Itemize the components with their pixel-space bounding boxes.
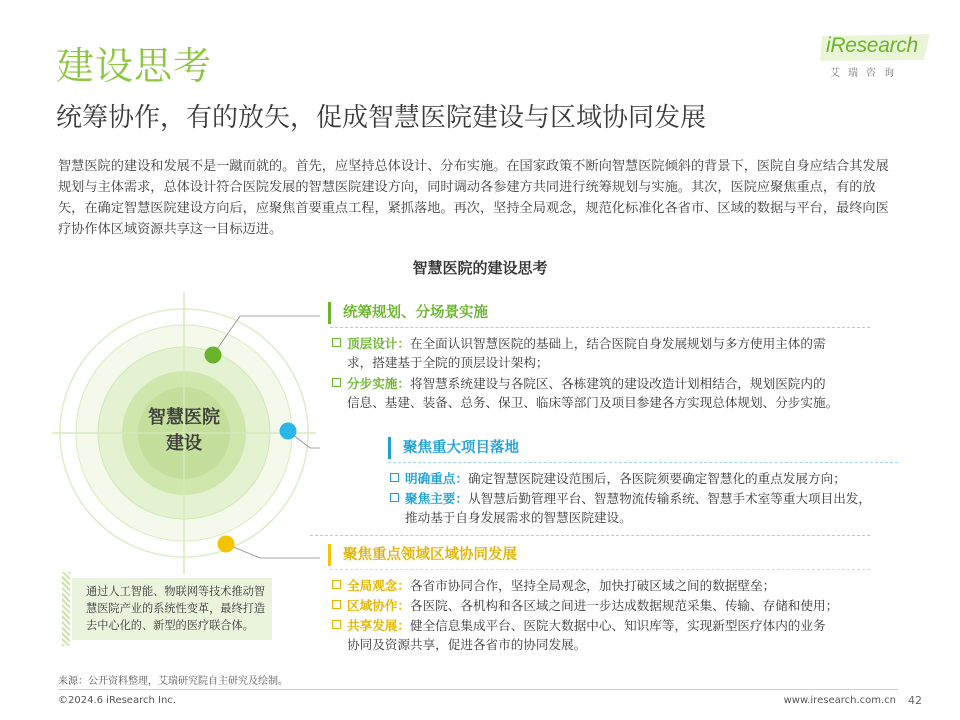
section-1-item-1: [332, 334, 892, 372]
item-text: 各省市协同合作，坚持全局观念，加快打破区域之间的数据壁垒；: [409, 578, 776, 593]
diagram-title: 智慧医院的建设思考: [412, 259, 548, 277]
checkbox-square-icon: [332, 338, 341, 347]
section-3-item-2: [332, 596, 892, 615]
checkbox-square-icon: [390, 493, 399, 502]
item-key: 分步实施：: [347, 376, 410, 391]
section-2-item-2: [390, 489, 910, 527]
logo-brand: iResearch: [826, 34, 918, 57]
section-1-item-2: [332, 374, 892, 412]
item-text: 将智慧系统建设与各院区、各栋建筑的建设改造计划相结合，规划医院内的: [409, 376, 826, 391]
footer-divider: [58, 689, 898, 690]
blue-dot: [280, 423, 297, 440]
page-subtitle: 统筹协作，有的放矢，促成智慧医院建设与区域协同发展: [56, 103, 707, 133]
section-3-divider: [330, 569, 870, 570]
page-title: 建设思考: [56, 44, 213, 88]
section-2-divider: [388, 462, 898, 463]
logo-sub: 艾瑞咨询: [830, 68, 902, 79]
section-3-item-3: [332, 616, 892, 654]
item-key: 全局观念：: [347, 578, 410, 593]
item-text-cont: 求，搭建基于全院的顶层设计架构；: [347, 355, 549, 370]
checkbox-square-icon: [332, 580, 341, 589]
item-key: 共享发展：: [347, 618, 410, 633]
center-label-line-1: 智慧医院: [148, 407, 220, 428]
checkbox-square-icon: [332, 600, 341, 609]
section-3-item-1: [332, 576, 892, 595]
item-text: 各医院、各机构和各区域之间进一步达成数据规范采集、传输、存储和使用；: [409, 598, 839, 613]
section-separator: [310, 535, 870, 536]
item-text: 健全信息集成平台、医院大数据中心、知识库等，实现新型医疗体内的业务: [409, 618, 826, 633]
item-key: 区域协作：: [347, 598, 410, 613]
yellow-dot: [218, 536, 235, 553]
item-text: 确定智慧医院建设范围后，各医院须要确定智慧化的重点发展方向；: [467, 471, 846, 486]
checkbox-square-icon: [332, 620, 341, 629]
item-key: 明确重点：: [405, 471, 468, 486]
connector-yellow: [226, 544, 320, 558]
section-1-heading: 统筹规划、分场景实施: [328, 302, 488, 324]
checkbox-square-icon: [332, 378, 341, 387]
section-1-divider: [330, 327, 870, 328]
item-key: 顶层设计：: [347, 336, 410, 351]
note-text: 通过人工智能、物联网等技术推动智慧医院产业的系统性变革，最终打造去中心化的、新型的医疗联合体。: [86, 585, 266, 632]
website-link[interactable]: www.iresearch.com.cn: [783, 695, 896, 706]
item-text: 从智慧后勤管理平台、智慧物流传输系统、智慧手术室等重大项目出发，: [467, 491, 871, 506]
section-3-heading: 聚焦重点领域区域协同发展: [328, 544, 517, 566]
item-text-cont: 信息、基建、装备、总务、保卫、临床等部门及项目参建各方实现总体规划、分步实施。: [347, 395, 839, 410]
section-2-item-1: [390, 469, 910, 488]
center-label-line-2: 建设: [166, 433, 202, 454]
item-text-cont: 推动基于自身发展需求的智慧医院建设。: [405, 510, 632, 525]
page-number: 42: [908, 694, 922, 707]
source-note: 来源：公开资料整理，艾瑞研究院自主研究及绘制。: [58, 676, 288, 687]
item-key: 聚焦主要：: [405, 491, 468, 506]
note-decoration: [62, 572, 70, 646]
item-text-cont: 协同及资源共享，促进各省市的协同发展。: [347, 637, 587, 652]
green-dot: [205, 347, 222, 364]
note-box: [72, 578, 272, 640]
section-2-heading: 聚焦重大项目落地: [388, 437, 519, 459]
intro-paragraph: 智慧医院的建设和发展不是一蹴而就的。首先，应坚持总体设计、分布实施。在国家政策不断向智慧医院倾斜的背景下，医院自身应结合其发展规划与主体需求，总体设计符合医院发展的智慧医院建设方向，同时调动各参建方共同进行统筹规划与实施。其次，医院应聚焦重点，有的放矢，在确定智慧医院建设方向后，应聚焦首要重点工程，紧抓落地。再次，坚持全局观念，规范化标准化各省市、区域的数据与平台，最终向医疗协作体区域资源共享这一目标迈进。: [58, 159, 889, 237]
checkbox-square-icon: [390, 473, 399, 482]
center-label: [128, 405, 240, 457]
iresearch-logo: [818, 32, 934, 84]
copyright: ©2024.6 iResearch Inc.: [58, 695, 176, 706]
item-text: 在全面认识智慧医院的基础上，结合医院自身发展规划与多方使用主体的需: [409, 336, 826, 351]
